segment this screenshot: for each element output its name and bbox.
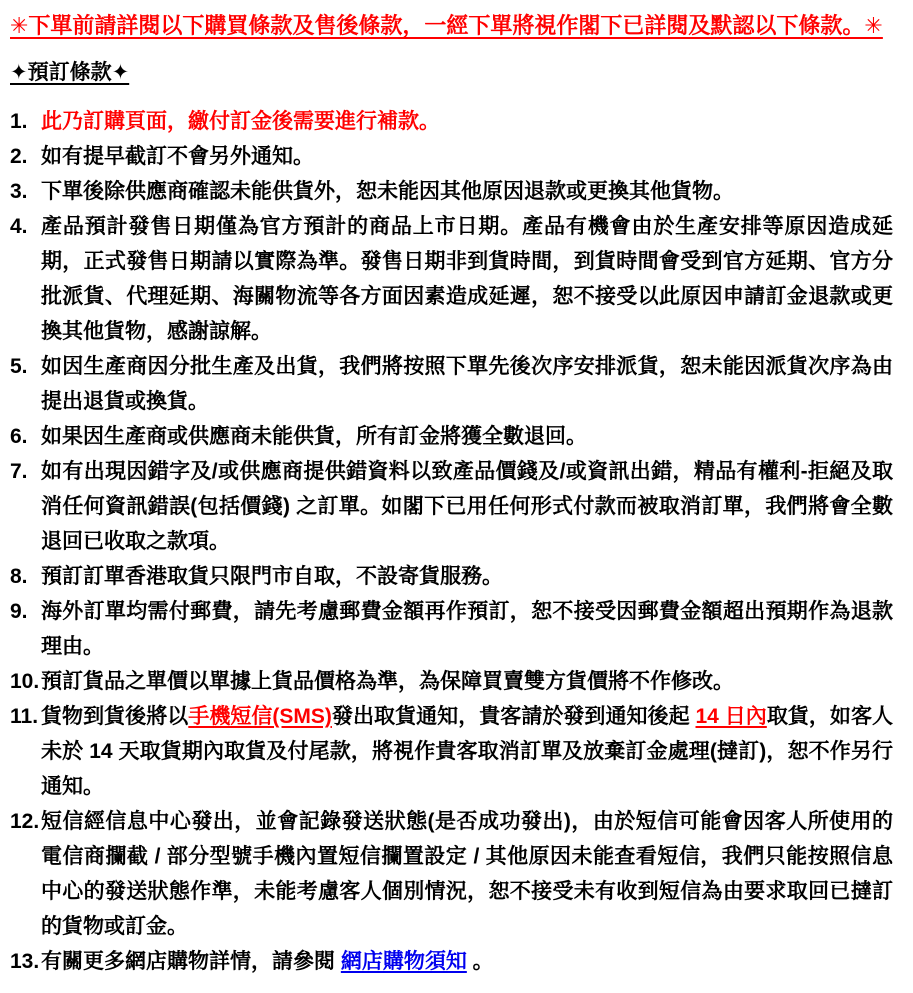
highlighted-term: 手機短信(SMS) <box>188 705 332 728</box>
term-text-segment: 如果因生產商或供應商未能供貨，所有訂金將獲全數退回。 <box>41 425 587 448</box>
term-text <box>41 454 893 559</box>
section-title: ✦預訂條款✦ <box>10 61 130 84</box>
term-text <box>41 664 893 699</box>
store-shopping-guide-link[interactable]: 網店購物須知 <box>340 950 467 973</box>
term-number: 2. <box>10 145 28 168</box>
section-title-row <box>10 59 893 86</box>
term-item <box>10 454 893 559</box>
term-number: 1. <box>10 110 28 133</box>
term-text-segment: 。 <box>466 950 494 973</box>
term-item <box>10 209 893 349</box>
term-item <box>10 139 893 174</box>
term-text <box>41 209 893 349</box>
term-number: 12. <box>10 810 40 833</box>
top-notice: ✳下單前請詳閱以下購買條款及售後條款，一經下單將視作閣下已詳閱及默認以下條款。✳ <box>10 13 883 38</box>
term-item <box>10 699 893 804</box>
term-text <box>41 419 893 454</box>
term-number: 8. <box>10 565 28 588</box>
term-text-segment: 如有出現因錯字及/或供應商提供錯資料以致產品價錢及/或資訊出錯，精品有權利-拒絕及取消任何資訊錯誤(包括價錢) 之訂單。如閣下已用任何形式付款而被取消訂單，我們將會全數退回已收取之款項。 <box>41 460 893 553</box>
term-text <box>41 699 893 804</box>
term-text-segment: 如有提早截訂不會另外通知。 <box>41 145 314 168</box>
term-text-segment: 此乃訂購頁面，繳付訂金後需要進行補款。 <box>41 110 440 133</box>
term-text-segment: 短信經信息中心發出，並會記錄發送狀態(是否成功發出)，由於短信可能會因客人所使用的電信商攔截 / 部分型號手機內置短信攔置設定 / 其他原因未能查看短信，我們只能按照信息中心的發送狀態作準，未能考慮客人個別情況，恕不接受未有收到短信為由要求取回已撻訂的貨物或訂金。 <box>41 810 893 938</box>
term-text-segment: 下單後除供應商確認未能供貨外，恕未能因其他原因退款或更換其他貨物。 <box>41 180 734 203</box>
term-text-segment: 有關更多網店購物詳情，請參閱 <box>41 950 341 973</box>
term-number: 9. <box>10 600 28 623</box>
term-text <box>41 594 893 664</box>
term-text-segment: 貨物到貨後將以 <box>41 705 189 728</box>
term-text-segment: 產品預計發售日期僅為官方預計的商品上市日期。產品有機會由於生產安排等原因造成延期，正式發售日期請以實際為準。發售日期非到貨時間，到貨時間會受到官方延期、官方分批派貨、代理延期、海關物流等各方面因素造成延遲，恕不接受以此原因申請訂金退款或更換其他貨物，感謝諒解。 <box>41 215 893 343</box>
term-number: 10. <box>10 670 40 693</box>
term-number: 3. <box>10 180 28 203</box>
term-item <box>10 944 893 979</box>
term-text <box>41 804 893 944</box>
term-text <box>41 104 893 139</box>
term-text-segment: 如因生產商因分批生產及出貨，我們將按照下單先後次序安排派貨，恕未能因派貨次序為由提出退貨或換貨。 <box>41 355 893 413</box>
term-text-segment: 發出取貨通知，貴客請於發到通知後起 <box>331 705 696 728</box>
term-text <box>41 559 893 594</box>
term-text <box>41 174 893 209</box>
term-item <box>10 419 893 454</box>
term-text <box>41 349 893 419</box>
term-text-segment: 預訂貨品之單價以單據上貨品價格為準，為保障買賣雙方貨價將不作修改。 <box>41 670 734 693</box>
term-text-segment: 取貨，如客人未於 14 天取貨期內取貨及付尾款，將視作貴客取消訂單及放棄訂金處理(撻訂)，恕不作另行通知。 <box>41 705 894 798</box>
term-number: 4. <box>10 215 28 238</box>
term-text-segment: 預訂訂單香港取貨只限門市自取，不設寄貨服務。 <box>41 565 503 588</box>
term-item <box>10 804 893 944</box>
term-item <box>10 664 893 699</box>
term-text <box>41 944 893 979</box>
term-item <box>10 594 893 664</box>
term-item <box>10 559 893 594</box>
term-item <box>10 104 893 139</box>
highlighted-term: 14 日內 <box>695 705 767 728</box>
term-number: 6. <box>10 425 28 448</box>
term-number: 13. <box>10 950 40 973</box>
term-number: 7. <box>10 460 28 483</box>
term-text-segment: 海外訂單均需付郵費，請先考慮郵費金額再作預訂，恕不接受因郵費金額超出預期作為退款理由。 <box>41 600 893 658</box>
term-text <box>41 139 893 174</box>
terms-list <box>10 104 893 979</box>
term-item <box>10 174 893 209</box>
term-number: 5. <box>10 355 28 378</box>
term-number: 11. <box>10 705 39 728</box>
term-item <box>10 349 893 419</box>
